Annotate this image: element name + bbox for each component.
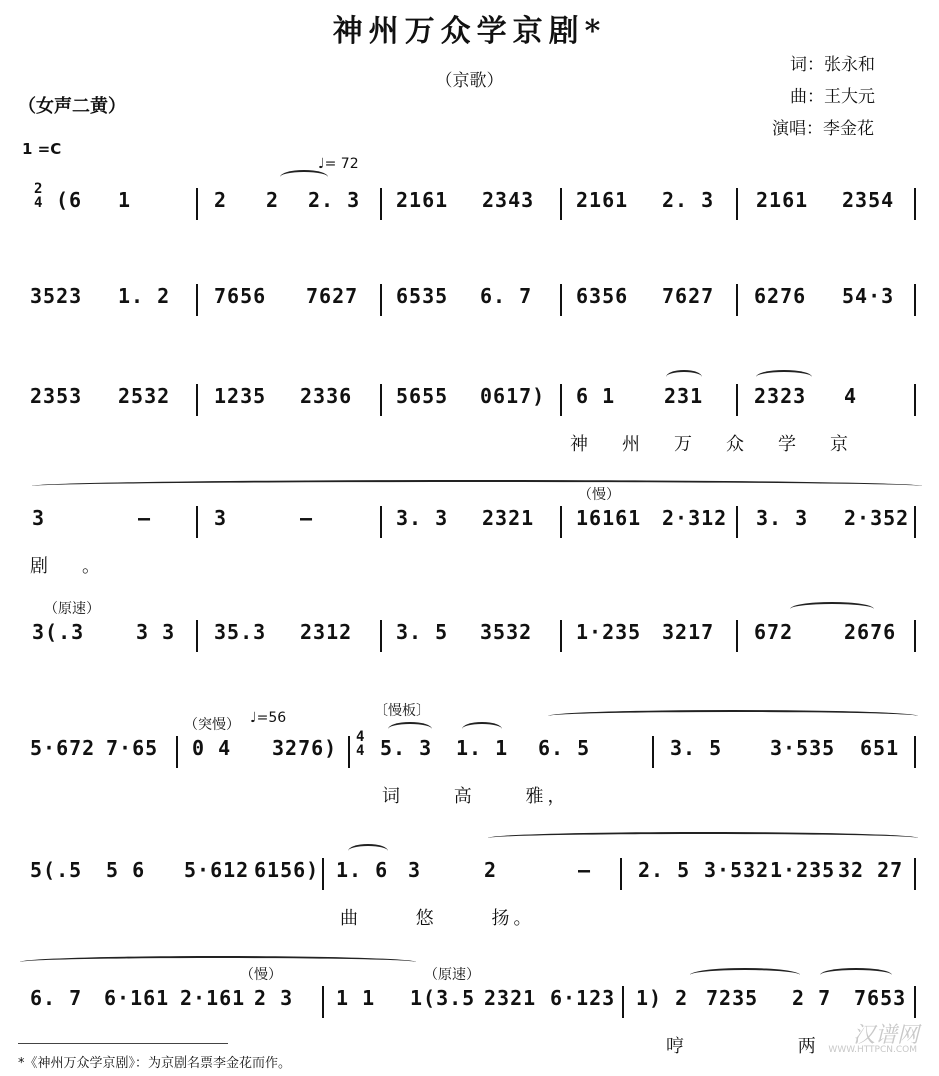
bar-line <box>380 284 382 316</box>
note-group: 6·123 <box>550 986 616 1010</box>
note-group: 1. 1 <box>456 736 509 760</box>
note-group: 3(.3 <box>32 620 85 644</box>
bar-line <box>196 188 198 220</box>
singer-credit: 演唱：李金花 <box>772 119 874 139</box>
note-group: 6156) <box>254 858 320 882</box>
lyrics-line: 曲 悠 扬。 <box>340 908 536 929</box>
note-group: 3. 3 <box>756 506 809 530</box>
note-group: 2·161 <box>180 986 246 1010</box>
note-group: 6 1 <box>576 384 616 408</box>
note-group: 2312 <box>300 620 353 644</box>
note-group: 2·312 <box>662 506 728 530</box>
slur <box>462 722 502 736</box>
note-group: 3 <box>408 858 422 882</box>
note-group: – <box>578 858 592 882</box>
score-row-8 <box>18 967 918 1057</box>
bar-line <box>652 736 654 768</box>
note-group: (6 <box>56 188 83 212</box>
note-group: 2. 3 <box>662 188 715 212</box>
note-group: 2321 <box>484 986 537 1010</box>
note-group: 7656 <box>214 284 267 308</box>
score-row-1 <box>18 181 918 258</box>
note-group: 1 <box>118 188 132 212</box>
note-group: 2532 <box>118 384 171 408</box>
bar-line <box>196 284 198 316</box>
note-group: 32 27 <box>838 858 904 882</box>
note-group: 6. 7 <box>480 284 533 308</box>
bar-line <box>914 858 916 890</box>
note-group: 2354 <box>842 188 895 212</box>
slur <box>280 170 328 184</box>
note-group: 7653 <box>854 986 907 1010</box>
bar-line <box>380 506 382 538</box>
slur <box>388 722 432 736</box>
bar-line <box>914 384 916 416</box>
note-group: 2676 <box>844 620 897 644</box>
bar-line <box>560 188 562 220</box>
note-group: 7235 <box>706 986 759 1010</box>
note-group: 6·161 <box>104 986 170 1010</box>
note-group: 3532 <box>480 620 533 644</box>
note-group: 4 <box>844 384 858 408</box>
note-group: 1(3.5 <box>410 986 476 1010</box>
lyrics-line: 神州万众学京 <box>570 434 882 455</box>
note-group: 2 7 <box>792 986 832 1010</box>
note-group: 0 4 <box>192 736 232 760</box>
bar-line <box>620 858 622 890</box>
footnote-divider <box>18 1043 228 1044</box>
note-group: 5 6 <box>106 858 146 882</box>
bar-line <box>914 736 916 768</box>
note-group: 7627 <box>662 284 715 308</box>
bar-line <box>322 858 324 890</box>
note-group: 1. 2 <box>118 284 171 308</box>
bar-line <box>322 986 324 1018</box>
bar-line <box>348 736 350 768</box>
original-tempo-marking: （原速） <box>44 601 100 617</box>
note-group: 3217 <box>662 620 715 644</box>
bar-line <box>914 188 916 220</box>
bar-line <box>560 384 562 416</box>
slow-board-marking: 〔慢板〕 <box>374 703 430 719</box>
note-group: 3 <box>214 506 228 530</box>
note-group: 2. 3 <box>308 188 361 212</box>
song-title: 神州万众学京剧* <box>332 14 607 49</box>
bar-line <box>196 384 198 416</box>
bar-line <box>560 620 562 652</box>
tempo-marking-72: ♩= 72 <box>318 156 359 172</box>
time-signature: 2 4 <box>34 181 43 211</box>
note-group: 3. 3 <box>396 506 449 530</box>
note-group: 2 <box>214 188 228 212</box>
bar-line <box>914 284 916 316</box>
bar-line <box>914 620 916 652</box>
note-group: 2. 5 <box>638 858 691 882</box>
key-signature: 1 =C <box>22 140 62 158</box>
note-group: 3 3 <box>136 620 176 644</box>
bar-line <box>736 620 738 652</box>
slur <box>666 370 702 384</box>
note-group: 54·3 <box>842 284 895 308</box>
slur <box>690 968 800 982</box>
note-group: 1 1 <box>336 986 376 1010</box>
note-group: 672 <box>754 620 794 644</box>
note-group: 2353 <box>30 384 83 408</box>
note-group: 16161 <box>576 506 642 530</box>
note-group: 1235 <box>214 384 267 408</box>
note-group: 7·65 <box>106 736 159 760</box>
composer-credit: 曲：王大元 <box>790 87 875 107</box>
bar-line <box>622 986 624 1018</box>
note-group: 651 <box>860 736 900 760</box>
tempo-marking-56: ♩=56 <box>250 710 287 726</box>
tie-long <box>20 956 416 968</box>
bar-line <box>380 620 382 652</box>
tie-long <box>548 710 918 722</box>
note-group: 3276) <box>272 736 338 760</box>
note-group: – <box>138 506 152 530</box>
voice-type-label: （女声二黄） <box>18 96 126 117</box>
score-row-4 <box>18 487 918 577</box>
time-signature: 4 4 <box>356 729 365 759</box>
bar-line <box>380 384 382 416</box>
note-group: 1. 6 <box>336 858 389 882</box>
slow-marking: （慢） <box>240 967 282 983</box>
note-group: 5655 <box>396 384 449 408</box>
note-group: 7627 <box>306 284 359 308</box>
lyrics-line: 哼 两 <box>666 1036 820 1057</box>
footnote: *《神州万众学京剧》：为京剧名票李金花而作。 <box>18 1056 292 1071</box>
note-group: 2·352 <box>844 506 910 530</box>
original-tempo-marking: （原速） <box>424 967 480 983</box>
note-group: 5·612 <box>184 858 250 882</box>
note-group: 6356 <box>576 284 629 308</box>
note-group: 2 <box>266 188 280 212</box>
note-group: 3. 5 <box>670 736 723 760</box>
bar-line <box>560 284 562 316</box>
note-group: 2161 <box>396 188 449 212</box>
note-group: 1·235 <box>576 620 642 644</box>
note-group: 5(.5 <box>30 858 83 882</box>
note-group: 2343 <box>482 188 535 212</box>
note-group: 3. 5 <box>396 620 449 644</box>
slur <box>348 844 388 858</box>
note-group: 2 <box>484 858 498 882</box>
bar-line <box>176 736 178 768</box>
note-group: 2161 <box>576 188 629 212</box>
slow-marking: （慢） <box>578 487 620 503</box>
note-group: 5. 3 <box>380 736 433 760</box>
bar-line <box>560 506 562 538</box>
bar-line <box>196 506 198 538</box>
note-group: 2336 <box>300 384 353 408</box>
note-group: 1·235 <box>770 858 836 882</box>
score-row-6 <box>18 703 918 807</box>
note-group: 0617) <box>480 384 546 408</box>
tie-long <box>488 832 918 844</box>
bar-line <box>196 620 198 652</box>
tie-long <box>32 480 922 492</box>
note-group: 6. 5 <box>538 736 591 760</box>
note-group: 6535 <box>396 284 449 308</box>
lyrics-line: 剧。 <box>30 556 134 577</box>
note-group: 1) 2 <box>636 986 689 1010</box>
lyrics-line: 词 高 雅， <box>382 786 570 807</box>
note-group: 3 <box>32 506 46 530</box>
note-group: 2 3 <box>254 986 294 1010</box>
watermark-logo: 汉谱网 <box>852 1023 919 1048</box>
slur <box>790 602 874 616</box>
note-group: 3·532 <box>704 858 770 882</box>
score-row-5 <box>18 601 918 690</box>
note-group: 3523 <box>30 284 83 308</box>
bar-line <box>736 384 738 416</box>
note-group: 2321 <box>482 506 535 530</box>
song-subtitle: （京歌） <box>435 71 504 91</box>
score-row-7 <box>18 858 918 928</box>
note-group: 5·672 <box>30 736 96 760</box>
note-group: 35.3 <box>214 620 267 644</box>
note-group: 2161 <box>756 188 809 212</box>
slur <box>756 370 812 384</box>
note-group: – <box>300 506 314 530</box>
bar-line <box>914 506 916 538</box>
bar-line <box>736 188 738 220</box>
note-group: 3·535 <box>770 736 836 760</box>
score-row-2 <box>18 284 918 354</box>
note-group: 2323 <box>754 384 807 408</box>
note-group: 231 <box>664 384 704 408</box>
slur <box>820 968 892 982</box>
score-row-3 <box>18 384 918 454</box>
bar-line <box>380 188 382 220</box>
sudden-slow-marking: （突慢） <box>184 717 240 733</box>
bar-line <box>914 986 916 1018</box>
note-group: 6276 <box>754 284 807 308</box>
bar-line <box>736 284 738 316</box>
watermark-url: WWW.HTTPCN.COM <box>828 1045 917 1055</box>
bar-line <box>736 506 738 538</box>
lyricist-credit: 词：张永和 <box>790 55 875 75</box>
note-group: 6. 7 <box>30 986 83 1010</box>
